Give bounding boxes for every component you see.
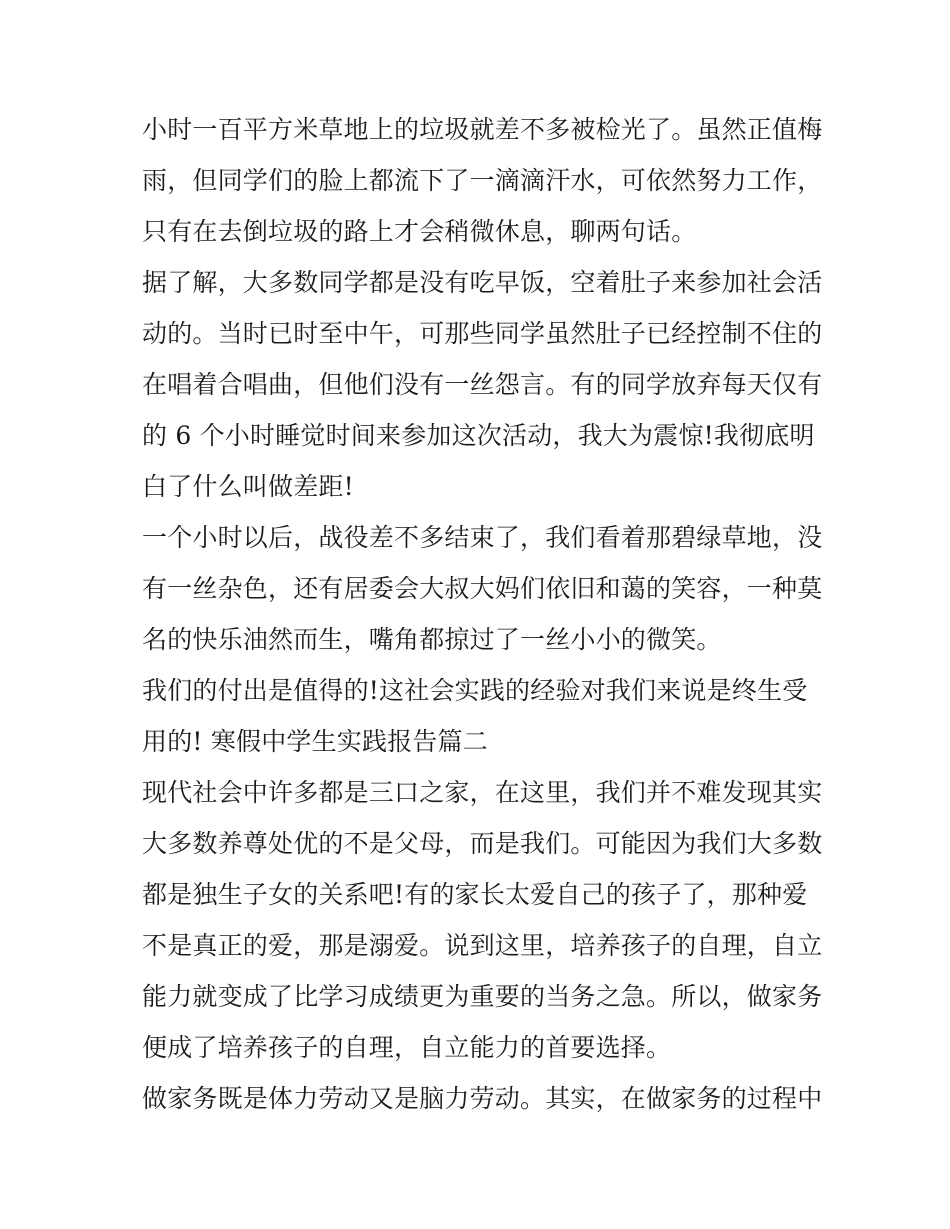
text-line: 小时一百平方米草地上的垃圾就差不多被检光了。虽然正值梅	[142, 115, 823, 144]
text-line: 的 6 个小时睡觉时间来参加这次活动，我大为震惊!我彻底明	[142, 421, 815, 450]
text-line: 现代社会中许多都是三口之家，在这里，我们并不难发现其实	[142, 778, 823, 807]
paragraph	[142, 512, 823, 665]
text-line: 能力就变成了比学习成绩更为重要的当务之急。所以，做家务	[142, 982, 823, 1011]
text-line: 动的。当时已时至中午，可那些同学虽然肚子已经控制不住的	[142, 319, 823, 348]
text-line: 一个小时以后，战役差不多结束了，我们看着那碧绿草地，没	[142, 523, 823, 552]
text-line: 不是真正的爱，那是溺爱。说到这里，培养孩子的自理，自立	[142, 931, 823, 960]
document-body	[142, 104, 823, 1124]
paragraph	[142, 1073, 823, 1124]
text-line: 白了什么叫做差距!	[142, 472, 354, 501]
text-line: 雨，但同学们的脸上都流下了一滴滴汗水，可依然努力工作，	[142, 166, 823, 195]
paragraph	[142, 767, 823, 1073]
text-line: 只有在去倒垃圾的路上才会稍微休息，聊两句话。	[142, 217, 697, 246]
text-line: 做家务既是体力劳动又是脑力劳动。其实，在做家务的过程中	[142, 1084, 823, 1113]
text-line: 用的! 寒假中学生实践报告篇二	[142, 727, 488, 756]
text-line: 都是独生子女的关系吧!有的家长太爱自己的孩子了，那种爱	[142, 880, 808, 909]
text-line: 我们的付出是值得的!这社会实践的经验对我们来说是终生受	[142, 676, 808, 705]
paragraph	[142, 104, 823, 257]
text-line: 大多数养尊处优的不是父母，而是我们。可能因为我们大多数	[142, 829, 823, 858]
text-line: 便成了培养孩子的自理，自立能力的首要选择。	[142, 1033, 672, 1062]
paragraph	[142, 257, 823, 512]
text-line: 在唱着合唱曲，但他们没有一丝怨言。有的同学放弃每天仅有	[142, 370, 823, 399]
text-line: 据了解，大多数同学都是没有吃早饭，空着肚子来参加社会活	[142, 268, 823, 297]
paragraph	[142, 665, 817, 767]
text-line: 有一丝杂色，还有居委会大叔大妈们依旧和蔼的笑容，一种莫	[142, 574, 823, 603]
text-line: 名的快乐油然而生，嘴角都掠过了一丝小小的微笑。	[142, 625, 722, 654]
